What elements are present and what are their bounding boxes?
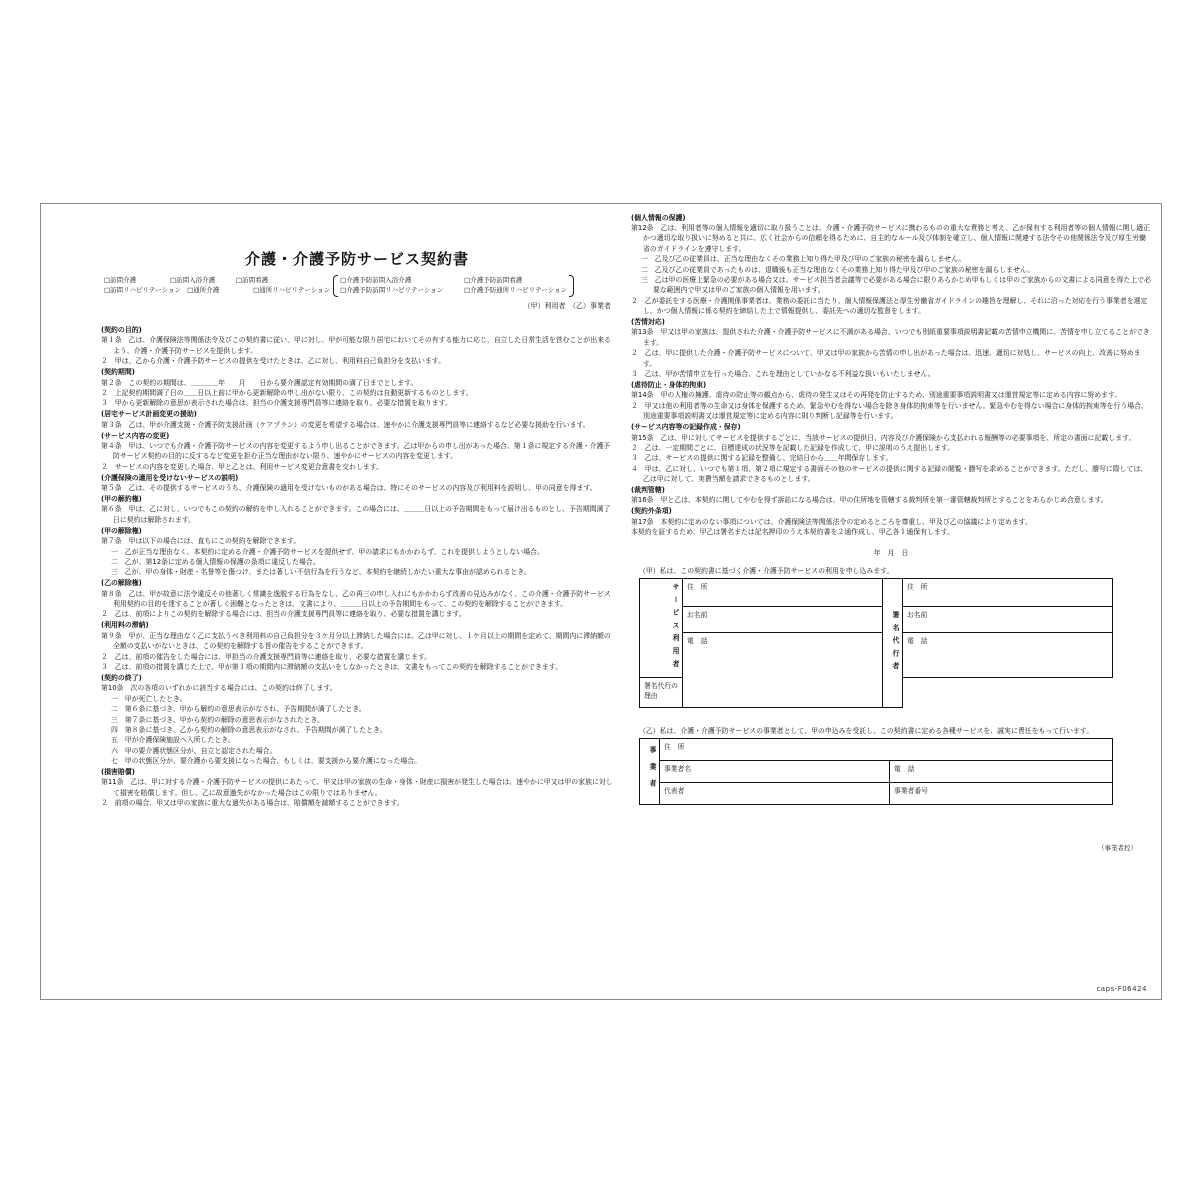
article-section [101,409,613,430]
contract-sheet [40,203,1162,1000]
service-option[interactable]: □訪問介護 [104,276,137,284]
article-paragraph: 七 甲の状態区分が、要介護から要支援になった場合、もしくは、要支援から要介護になった場合。 [111,757,422,766]
article-paragraph: ２ 乙は、前項によりこの契約を解除する場合には、担当の介護支援専門員等に連絡を取り、必要な措置を講じます。 [101,610,466,619]
article-paragraph: ４ 甲は、乙に対し、いつでも第１項、第２項に規定する書面その他のサービスの提供に関する記録の閲覧・謄写を求めることができます。ただし、謄写に際しては、乙は甲に対して、実費当額を請求できるものとします。 [631,464,1148,484]
article-paragraph: 三 第７条に基づき、甲から契約の解除の意思表示がなされたとき。 [111,715,325,724]
article-section [101,367,613,409]
article-paragraph: ２ サービスの内容を変更した場合、甲と乙とは、利用サービス変更合意書を交わします。 [101,462,383,471]
parties-legend: （甲）利用者 （乙）事業者 [523,302,611,310]
article-paragraph: ２ 乙は、一定期間ごとに、目標達成の状況等を記載した記録を作成して、甲に説明のうえ提出します。 [631,443,955,452]
article-paragraph: 第８条 乙は、甲が故意に法令違反その他著しく常識を逸脱する行為をなし、乙の再三の申し入れにもかかわらず改善の見込みがなく、この介護・介護予防サービス利用契約の目的を達することが著しく困難となったときは、文書により、＿＿＿日以上の予告期間をもって、この契約を解除することができます。 [101,589,611,609]
article-paragraph: ２ 乙が委託をする医療・介護関係事業者は、業務の委託に当たり、個人情報保護法と厚生労働省ガイドラインの趣旨を理解し、それに沿った対応を行う事業者を選定し、かつ個人情報に係る契約を締結した上で情報提供し、委託先への適切な監督をします。 [631,296,1148,316]
proxy-reason-label: 署名代行の理由 [644,681,678,700]
user-name-label: お名前 [687,611,708,619]
article-paragraph: 二 第６条に基づき、甲から解約の意思表示がなされ、予告期間が満了したとき。 [111,705,366,714]
article-paragraph: ２ 乙は、前項の催告をした場合には、甲担当の介護支援専門員等に連絡を取り、必要な措置を講じます。 [101,652,432,661]
article-section [101,431,613,473]
proxy-name-label: お名前 [907,611,928,619]
article-section [101,673,613,767]
article-paragraph: 第５条 乙は、その提供するサービスのうち、介護保険の適用を受けないものがある場合は、特にそのサービスの内容及び利用料を説明し、甲の同意を得ます。 [101,484,597,493]
article-section [101,578,613,620]
provider-signature-table [639,738,1113,805]
article-section [101,767,613,809]
article-section [631,506,1151,537]
article-paragraph: 第９条 甲が、正当な理由なく乙に支払うべき利用料の自己負担分を３ケ月分以上滞納した場合には、乙は甲に対し、１ケ月以上の期間を定めて、期間内に滞納額の全額の支払いがないときは、この契約を解除する旨の催告をすることができます。 [101,631,611,651]
user-name-field[interactable] [683,607,883,633]
article-heading: (乙の解除権) [101,579,142,588]
provider-phone-label: 電 話 [894,765,915,774]
proxy-address-field[interactable] [903,579,1113,607]
article-heading: (裁判管轄) [631,486,665,495]
article-section [631,380,1151,422]
article-paragraph: 第４条 甲は、いつでも介護・介護予防サービスの内容を変更するよう申し出ることができます。乙は甲からの申し出があった場合、第１条に規定する介護・介護予防サービス契約の目的に反するなど変更を拒む正当な理由がない限り、速やかにサービスの内容を変更します。 [101,441,611,461]
article-paragraph: 第６条 甲は、乙に対し、いつでもこの契約の解約を申し入れることができます。この場合には、＿＿＿日以上の予告期間をもって届け出るものとし、予告期間満了日に契約は解除されます。 [101,505,611,524]
article-heading: (苦情対応) [631,318,665,327]
proxy-reason-field[interactable] [640,677,683,707]
provider-name-label: 事業者名 [664,765,692,774]
article-heading: (介護保険の適用を受けないサービスの説明) [101,473,239,482]
article-section [101,494,613,525]
article-paragraph: ２ 乙は、甲に提供した介護・介護予防サービスについて、甲又は甲の家族から苦情の申し出があった場合は、迅速、適切に対処し、サービスの向上、改善に努めます。 [631,349,1141,368]
article-paragraph: 一 乙及び乙の従業員は、正当な理由なくその業務上知り得た甲及び甲のご家族の秘密を漏らしません。 [641,255,966,264]
article-heading: (契約の終了) [101,673,142,682]
right-column [631,212,1151,852]
article-heading: (居宅サービス計画変更の援助) [101,410,197,419]
article-paragraph: 四 第８条に基づき、乙から契約の解除の意思表示がなされ、予告期間が満了したとき。 [111,725,387,734]
article-paragraph: 三 乙が、甲の身体・財産・名誉等を傷つけ、または著しい不信行為を行うなど、本契約を継続しがたい重大な事由が認められるとき。 [111,568,531,577]
article-paragraph: 五 甲が介護保険施設へ入所したとき。 [111,736,235,745]
service-group-preventive [333,275,574,295]
user-block-label: サービス利用者 [640,579,683,678]
proxy-phone-label: 電 話 [907,637,928,645]
service-option[interactable]: □通所リハビリテーション [253,286,331,294]
article-paragraph: 一 乙が正当な理由なく、本契約に定める介護・介護予防サービスを提供せず、甲の請求にもかかわらず、これを提供しようとしない場合。 [111,547,544,556]
article-heading: (契約外条項) [631,507,672,516]
article-paragraph: 第１条 乙は、介護保険法等関係法令及びこの契約書に従い、甲に対し、甲が可能な限り居宅においてその有する能力に応じ、自立した日常生活を営むことが出来るよう、介護・介護予防サービスを提供します。 [101,336,611,355]
left-column [101,212,613,809]
article-paragraph: ２ 前項の場合、甲又は甲の家族に重大な過失がある場合は、賠償額を減額することができます。 [101,799,404,808]
service-option[interactable]: □介護予防訪問リハビリテーション [340,286,444,294]
article-paragraph: 第13条 甲又は甲の家族は、提供された介護・介護予防サービスに不満がある場合、いつでも別紙重要事項説明書記載の苦情申立機関に、苦情を申し立てることができます。 [631,328,1150,347]
article-heading: (サービス内容の変更) [101,431,170,440]
article-paragraph: 第10条 次の各項のいずれかに該当する場合には、この契約は終了します。 [101,684,337,693]
article-paragraph: 三 乙は甲の医療上緊急の必要がある場合又は、サービス担当者会議等で必要がある場合に限りあらかじめ甲もしくは甲のご家族からの文書による同意を得た上で必要な範囲内で甲又は甲のご家族の個人情報を用います。 [641,275,1151,295]
service-option[interactable]: □介護予防訪問看護 [464,276,523,284]
article-paragraph: 第７条 甲は以下の場合には、直ちにこの契約を解除できます。 [101,537,301,546]
article-paragraph: 第17条 本契約に定めのない事項については、介護保険法等関係法令の定めるところを尊重し、甲及び乙の協議により定めます。 [631,517,1032,526]
article-heading: (損害賠償) [101,768,135,777]
provider-address-label: 住 所 [664,743,685,752]
proxy-block-label: 署名代行者 [883,579,903,708]
article-paragraph: 第14条 甲の人権の擁護、虐待の防止等の観点から、虐待の発生又はその再発を防止するため、別途重要事項説明書又は運営規定等に定める内容に努めます。 [631,391,1122,400]
article-heading: (利用料の滞納) [101,621,149,630]
article-paragraph: 二 乙が、第12条に定める個人情報の保護の条項に違反した場合。 [111,557,320,566]
article-paragraph: ３ 乙は、前項の措置を講じた上で、甲が第１項の期間内に滞納額の支払いをしなかったときは、文書をもってこの契約を解除することができます。 [101,663,562,671]
user-phone-field[interactable] [683,633,883,708]
right-articles [631,213,1151,538]
article-section [631,213,1151,317]
provider-number-field[interactable] [890,783,1113,805]
article-heading: (契約期間) [101,368,135,377]
article-heading: (契約の目的) [101,326,142,334]
article-paragraph: ２ 甲は、乙から介護・介護予防サービスの提供を受けたときは、乙に対し、利用料自己負担分を支払います。 [101,357,445,366]
article-paragraph: ２ 甲又は他の利用者等の生命又は身体を保護するため、緊急やむを得ない場合を除き身体的拘束等を行いません。緊急やむを得ない場合に身体的拘束等を行う場合、別途重要事項説明書又は運営規定等に定める内容に則り判断し記録等を行います。 [631,401,1148,421]
proxy-phone-field[interactable] [903,633,1113,678]
article-section [101,325,613,367]
article-section [631,422,1151,484]
user-address-field[interactable] [683,579,883,607]
provider-address-field[interactable] [660,739,1113,761]
article-paragraph: 二 乙及び乙の従業員であったものは、退職後も正当な理由なくその業務上知り得た甲及び甲のご家族の秘密を漏らしません。 [641,265,1035,274]
article-heading: (サービス内容等の記録作成・保存) [631,423,741,432]
article-paragraph: ３ 甲から更新解除の意思が表示された場合は、担当の介護支援専門員等に連絡を取り、必要な措置を取ります。 [101,399,452,408]
provider-name-field[interactable] [660,761,890,783]
service-option[interactable]: □通所介護 [187,286,220,294]
article-paragraph: 本契約を証するため、甲乙は署名または記名押印のうえ本契約書を２通作成し、甲乙各１通保有します。 [631,528,955,537]
article-paragraph: ３ 乙は、甲が苦情申立を行った場合、これを理由としていかなる不利益な扱いもいたしません。 [631,370,935,379]
service-type-checklist [101,275,613,295]
user-declaration: （甲）私は、この契約書に基づく介護・介護予防サービスの利用を申し込みます。 [639,566,894,575]
article-paragraph: 第11条 乙は、甲に対する介護・介護予防サービスの提供にあたって、甲又は甲の家族の生命・身体・財産に損害が発生した場合は、速やかに甲又は甲の家族に対して損害を賠償します。但し、乙に故意過失がなかった場合はこの限りではありません。 [101,778,613,797]
provider-declaration: （乙）私は、介護・介護予防サービスの事業者として、甲の申込みを受託し、この契約書に定める各種サービスを、誠実に責任をもって行います。 [639,726,1094,735]
article-paragraph: 第12条 乙は、利用者等の個人情報を適切に取り扱うことは、介護・介護予防サービスに携わるものの重大な責務と考え、乙が保有する利用者等の個人情報に関し適正かつ適切な取り扱いに努めると共に、広く社会からの信頼を得るために、自主的なルール及び体制を確立し、個人情報に関連する法令その他関係法令及び厚生労働省のガイドラインを遵守します。 [631,223,1151,253]
provider-number-label: 事業者番号 [894,787,928,796]
article-paragraph: 第２条 この契約の期間は、＿＿＿＿年 月 日から要介護認定有効期間の満了日までとします。 [101,378,418,387]
service-option[interactable]: □訪問看護 [236,276,269,284]
article-section [101,473,613,494]
article-heading: (甲の解約権) [101,495,142,503]
user-address-label: 住 所 [687,583,708,591]
provider-rep-field[interactable] [660,783,890,805]
article-paragraph: 六 甲の要介護状態区分が、自立と認定された場合。 [111,746,277,755]
article-paragraph: 第15条 乙は、甲に対してサービスを提供するごとに、当該サービスの提供日、内容及び介護保険から支払われる報酬等の必要事項を、所定の書面に記載します。 [631,433,1136,442]
service-option[interactable]: □介護予防訪問入浴介護 [340,276,412,284]
service-option[interactable]: □訪問入浴介護 [170,276,216,284]
article-section [101,620,613,672]
provider-block-label: 事業者 [640,739,660,805]
form-code: caps-F06424 [1096,985,1147,993]
article-section [631,317,1151,379]
article-heading: (虐待防止・身体的拘束) [631,381,707,389]
article-heading: (甲の解除権) [101,526,142,535]
article-paragraph: ３ 乙は、サービスの提供に関する記録を整備し、完結日から＿＿年間保存します。 [631,454,893,463]
user-signature-table [639,578,1113,708]
service-group-care [101,275,333,295]
article-section [101,526,613,578]
proxy-name-field[interactable] [903,607,1113,633]
copy-stamp: （事業者控） [1098,844,1137,853]
provider-rep-label: 代表者 [664,787,685,796]
article-paragraph: 第16条 甲と乙は、本契約に関してやむを得ず訴訟になる場合は、甲の住所地を管轄する裁判所を第一審管轄裁判所とすることをあらかじめ合意します。 [631,496,1108,505]
document-title: 介護・介護予防サービス契約書 [244,250,469,268]
service-option[interactable]: □介護予防通所リハビリテーション [464,286,568,294]
article-paragraph: 第３条 乙は、甲が介護支援・介護予防支援計画（ケアプラン）の変更を希望する場合は、速やかに介護支援専門員等に連絡するなど必要な援助を行います。 [101,420,590,429]
contract-date: 年 月 日 [873,548,909,557]
article-heading: (個人情報の保護) [631,213,686,222]
left-articles [101,325,613,809]
article-section [631,485,1151,506]
user-phone-label: 電 話 [687,637,708,645]
article-paragraph: ２ 上記契約期間満了日の＿＿日以上前に甲から更新解除の申し出がない限り、この契約は自動更新するものとします。 [101,388,473,397]
article-paragraph: 一 甲が死亡したとき。 [111,694,187,703]
proxy-address-label: 住 所 [907,583,928,591]
service-option[interactable]: □訪問リハビリテーション [104,286,182,294]
provider-phone-field[interactable] [890,761,1113,783]
